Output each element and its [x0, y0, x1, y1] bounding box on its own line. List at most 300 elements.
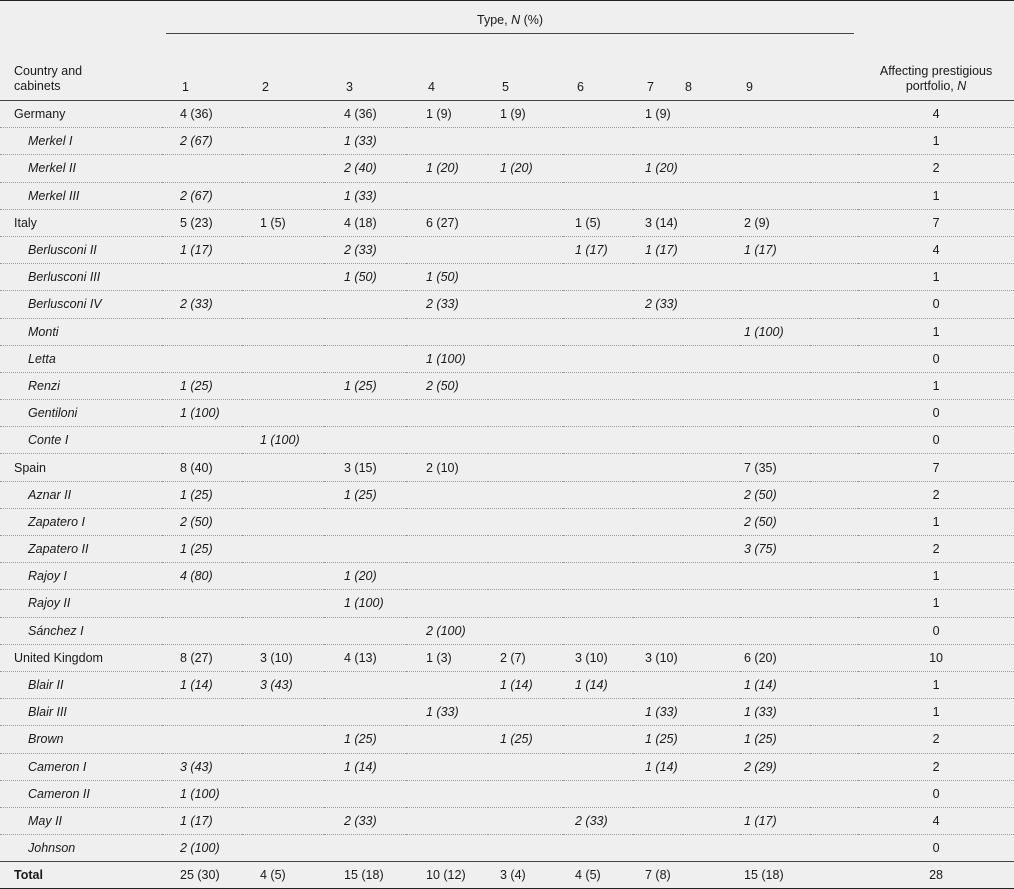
type-value-cell — [406, 780, 488, 807]
type-value-cell — [633, 372, 683, 399]
affecting-value-cell: 1 — [858, 590, 1014, 617]
row-label: United Kingdom — [0, 644, 162, 671]
affecting-value-cell: 2 — [858, 155, 1014, 182]
affecting-value-cell: 2 — [858, 481, 1014, 508]
type-value-cell: 8 (27) — [162, 644, 242, 671]
type-value-cell — [633, 563, 683, 590]
type-value-cell — [488, 318, 563, 345]
type-value-cell — [406, 807, 488, 834]
type-value-cell — [740, 182, 810, 209]
total-row — [0, 862, 1014, 889]
row-label: Total — [0, 862, 162, 889]
type-value-cell: 3 (10) — [563, 644, 633, 671]
type-value-cell — [162, 617, 242, 644]
type-value-cell — [162, 427, 242, 454]
type-value-cell: 1 (33) — [633, 699, 683, 726]
type-value-cell — [242, 400, 324, 427]
type-value-cell — [683, 128, 740, 155]
type-value-cell: 2 (33) — [324, 236, 406, 263]
type-number-header: 2 — [242, 34, 324, 101]
type-value-cell: 1 (20) — [406, 155, 488, 182]
cabinet-row — [0, 481, 1014, 508]
affecting-value-cell: 0 — [858, 345, 1014, 372]
type-value-cell — [488, 835, 563, 862]
type-value-cell — [683, 590, 740, 617]
type-value-cell — [563, 726, 633, 753]
row-label: Renzi — [0, 372, 162, 399]
type-value-cell: 8 (40) — [162, 454, 242, 481]
type-value-cell — [563, 780, 633, 807]
type-value-cell — [683, 699, 740, 726]
type-value-cell: 15 (18) — [324, 862, 406, 889]
cabinet-row — [0, 699, 1014, 726]
type-value-cell — [488, 617, 563, 644]
row-label: Cameron I — [0, 753, 162, 780]
type-value-cell — [683, 726, 740, 753]
type-value-cell: 1 (100) — [324, 590, 406, 617]
type-value-cell: 1 (100) — [162, 780, 242, 807]
type-number-header: 9 — [740, 34, 810, 101]
type-value-cell — [162, 318, 242, 345]
type-value-cell: 2 (50) — [162, 508, 242, 535]
row-label: Blair III — [0, 699, 162, 726]
type-value-cell — [488, 563, 563, 590]
cabinet-row — [0, 807, 1014, 834]
type-value-cell — [242, 481, 324, 508]
type-value-cell — [683, 400, 740, 427]
type-value-cell — [740, 101, 810, 128]
type-value-cell: 25 (30) — [162, 862, 242, 889]
type-number-header: 8 — [683, 34, 740, 101]
type-value-cell — [740, 155, 810, 182]
type-number-header: 6 — [563, 34, 633, 101]
type-value-cell — [683, 835, 740, 862]
type-value-cell — [563, 454, 633, 481]
affecting-value-cell: 1 — [858, 264, 1014, 291]
affecting-value-cell: 2 — [858, 753, 1014, 780]
type-value-cell — [563, 291, 633, 318]
type-value-cell — [406, 563, 488, 590]
type-value-cell — [740, 345, 810, 372]
type-value-cell — [162, 155, 242, 182]
cabinet-row — [0, 508, 1014, 535]
type-value-cell — [683, 563, 740, 590]
row-label: Merkel II — [0, 155, 162, 182]
type-value-cell — [633, 264, 683, 291]
type-value-cell — [683, 644, 740, 671]
type-value-cell: 1 (17) — [633, 236, 683, 263]
type-value-cell — [406, 590, 488, 617]
type-value-cell — [633, 671, 683, 698]
type-value-cell: 1 (20) — [324, 563, 406, 590]
affecting-value-cell: 0 — [858, 400, 1014, 427]
table-header — [0, 1, 1014, 101]
affecting-value-cell: 4 — [858, 101, 1014, 128]
cabinet-row — [0, 753, 1014, 780]
row-label: Brown — [0, 726, 162, 753]
type-value-cell: 1 (14) — [740, 671, 810, 698]
type-value-cell: 2 (33) — [324, 807, 406, 834]
type-value-cell — [563, 318, 633, 345]
cabinet-row — [0, 264, 1014, 291]
type-value-cell: 2 (9) — [740, 209, 810, 236]
type-value-cell: 1 (9) — [488, 101, 563, 128]
type-value-cell: 1 (25) — [324, 372, 406, 399]
type-value-cell — [488, 345, 563, 372]
type-value-cell — [488, 236, 563, 263]
affecting-value-cell: 1 — [858, 372, 1014, 399]
type-value-cell — [242, 345, 324, 372]
type-value-cell: 7 (8) — [633, 862, 683, 889]
row-label: Berlusconi IV — [0, 291, 162, 318]
type-value-cell — [683, 753, 740, 780]
row-label: Zapatero II — [0, 536, 162, 563]
type-value-cell — [242, 807, 324, 834]
type-value-cell: 1 (100) — [162, 400, 242, 427]
type-value-cell: 2 (29) — [740, 753, 810, 780]
type-value-cell: 1 (14) — [563, 671, 633, 698]
cabinet-row — [0, 400, 1014, 427]
type-value-cell — [563, 400, 633, 427]
type-value-cell — [242, 236, 324, 263]
type-value-cell: 1 (50) — [324, 264, 406, 291]
row-label: Rajoy I — [0, 563, 162, 590]
row-label: Rajoy II — [0, 590, 162, 617]
type-value-cell — [406, 400, 488, 427]
type-value-cell: 1 (50) — [406, 264, 488, 291]
type-value-cell — [683, 264, 740, 291]
type-value-cell: 3 (10) — [242, 644, 324, 671]
type-value-cell: 1 (25) — [162, 481, 242, 508]
type-value-cell — [324, 400, 406, 427]
type-value-cell — [633, 807, 683, 834]
type-value-cell: 1 (33) — [406, 699, 488, 726]
type-value-cell — [740, 590, 810, 617]
type-value-cell — [633, 345, 683, 372]
cabinet-row — [0, 835, 1014, 862]
type-value-cell — [406, 481, 488, 508]
type-value-cell — [563, 264, 633, 291]
type-value-cell: 10 (12) — [406, 862, 488, 889]
type-value-cell — [633, 508, 683, 535]
country-header: Country and cabinets — [0, 34, 162, 101]
type-value-cell — [683, 427, 740, 454]
affecting-value-cell: 1 — [858, 563, 1014, 590]
type-value-cell — [740, 372, 810, 399]
type-value-cell — [683, 372, 740, 399]
type-number-header: 1 — [162, 34, 242, 101]
type-value-cell — [633, 427, 683, 454]
type-value-cell — [563, 372, 633, 399]
cabinet-row — [0, 345, 1014, 372]
type-value-cell: 1 (25) — [162, 372, 242, 399]
type-value-cell — [563, 155, 633, 182]
type-value-cell — [242, 101, 324, 128]
type-value-cell — [740, 400, 810, 427]
cabinet-row — [0, 671, 1014, 698]
type-value-cell: 1 (9) — [633, 101, 683, 128]
cabinet-row — [0, 780, 1014, 807]
type-value-cell — [563, 753, 633, 780]
type-value-cell — [406, 835, 488, 862]
affecting-value-cell: 0 — [858, 835, 1014, 862]
row-label: May II — [0, 807, 162, 834]
type-value-cell: 1 (5) — [563, 209, 633, 236]
type-value-cell — [633, 481, 683, 508]
type-value-cell — [683, 454, 740, 481]
type-value-cell: 1 (17) — [740, 807, 810, 834]
type-value-cell: 1 (5) — [242, 209, 324, 236]
type-value-cell — [488, 807, 563, 834]
cabinet-row — [0, 291, 1014, 318]
type-value-cell — [242, 699, 324, 726]
type-value-cell — [633, 454, 683, 481]
cabinet-row — [0, 427, 1014, 454]
row-label: Gentiloni — [0, 400, 162, 427]
type-value-cell — [683, 862, 740, 889]
type-value-cell — [683, 780, 740, 807]
type-value-cell: 2 (67) — [162, 128, 242, 155]
type-value-cell — [488, 780, 563, 807]
type-value-cell: 15 (18) — [740, 862, 810, 889]
type-value-cell: 2 (50) — [406, 372, 488, 399]
row-label: Spain — [0, 454, 162, 481]
type-value-cell — [324, 291, 406, 318]
cabinet-row — [0, 236, 1014, 263]
type-value-cell: 3 (4) — [488, 862, 563, 889]
type-value-cell — [162, 264, 242, 291]
affecting-value-cell: 0 — [858, 617, 1014, 644]
type-value-cell: 1 (17) — [162, 807, 242, 834]
type-value-cell — [683, 155, 740, 182]
type-value-cell — [488, 481, 563, 508]
country-row — [0, 209, 1014, 236]
type-value-cell: 2 (40) — [324, 155, 406, 182]
type-value-cell — [740, 835, 810, 862]
row-label: Merkel III — [0, 182, 162, 209]
cabinet-row — [0, 182, 1014, 209]
type-value-cell — [324, 617, 406, 644]
type-value-cell — [683, 807, 740, 834]
type-value-cell — [242, 182, 324, 209]
type-value-cell — [406, 236, 488, 263]
type-value-cell — [563, 508, 633, 535]
type-value-cell — [740, 427, 810, 454]
type-number-header: 7 — [633, 34, 683, 101]
type-value-cell: 1 (9) — [406, 101, 488, 128]
affecting-value-cell: 0 — [858, 291, 1014, 318]
type-number-header: 4 — [406, 34, 488, 101]
type-value-cell — [488, 753, 563, 780]
type-value-cell — [563, 182, 633, 209]
type-value-cell — [324, 318, 406, 345]
type-value-cell — [488, 427, 563, 454]
type-value-cell — [563, 101, 633, 128]
type-value-cell — [242, 835, 324, 862]
type-value-cell — [740, 780, 810, 807]
affecting-value-cell: 1 — [858, 318, 1014, 345]
type-value-cell — [488, 536, 563, 563]
type-value-cell: 1 (17) — [563, 236, 633, 263]
type-value-cell — [633, 318, 683, 345]
type-value-cell: 1 (25) — [740, 726, 810, 753]
type-value-cell — [563, 536, 633, 563]
row-label: Aznar II — [0, 481, 162, 508]
cabinet-row — [0, 617, 1014, 644]
type-value-cell — [563, 617, 633, 644]
type-value-cell — [242, 454, 324, 481]
type-value-cell: 1 (17) — [740, 236, 810, 263]
type-value-cell — [633, 536, 683, 563]
type-value-cell: 1 (14) — [162, 671, 242, 698]
type-value-cell — [683, 182, 740, 209]
type-value-cell — [633, 617, 683, 644]
type-value-cell: 1 (17) — [162, 236, 242, 263]
type-value-cell — [242, 590, 324, 617]
type-value-cell — [563, 345, 633, 372]
cabinet-row — [0, 318, 1014, 345]
type-value-cell — [563, 481, 633, 508]
type-value-cell — [740, 264, 810, 291]
type-value-cell: 4 (36) — [324, 101, 406, 128]
row-label: Germany — [0, 101, 162, 128]
type-value-cell — [740, 291, 810, 318]
type-value-cell — [488, 128, 563, 155]
type-value-cell — [324, 345, 406, 372]
type-value-cell: 2 (100) — [406, 617, 488, 644]
type-number-header: 5 — [488, 34, 563, 101]
type-value-cell — [740, 563, 810, 590]
type-value-cell — [242, 753, 324, 780]
type-value-cell — [683, 671, 740, 698]
affecting-value-cell: 4 — [858, 236, 1014, 263]
affecting-value-cell: 10 — [858, 644, 1014, 671]
cabinet-row — [0, 155, 1014, 182]
row-label: Letta — [0, 345, 162, 372]
type-value-cell: 4 (5) — [242, 862, 324, 889]
type-value-cell: 4 (5) — [563, 862, 633, 889]
type-value-cell: 1 (20) — [488, 155, 563, 182]
type-value-cell — [406, 671, 488, 698]
type-value-cell — [740, 128, 810, 155]
type-value-cell — [740, 617, 810, 644]
type-value-cell: 1 (20) — [633, 155, 683, 182]
row-label: Monti — [0, 318, 162, 345]
row-label: Zapatero I — [0, 508, 162, 535]
type-value-cell — [488, 454, 563, 481]
type-value-cell — [242, 536, 324, 563]
type-value-cell — [242, 508, 324, 535]
type-value-cell — [683, 318, 740, 345]
type-value-cell — [406, 182, 488, 209]
cabinet-row — [0, 536, 1014, 563]
type-value-cell — [563, 427, 633, 454]
type-number-header: 3 — [324, 34, 406, 101]
type-value-cell — [683, 617, 740, 644]
type-value-cell — [633, 128, 683, 155]
cabinet-row — [0, 372, 1014, 399]
type-value-cell — [488, 264, 563, 291]
type-value-cell: 2 (33) — [633, 291, 683, 318]
type-value-cell — [242, 318, 324, 345]
type-value-cell — [242, 291, 324, 318]
affecting-value-cell: 1 — [858, 182, 1014, 209]
type-value-cell: 1 (100) — [242, 427, 324, 454]
type-value-cell: 2 (33) — [563, 807, 633, 834]
type-value-cell — [683, 508, 740, 535]
affecting-value-cell: 2 — [858, 726, 1014, 753]
cabinet-row — [0, 590, 1014, 617]
type-value-cell: 3 (15) — [324, 454, 406, 481]
row-label: Johnson — [0, 835, 162, 862]
type-value-cell — [563, 128, 633, 155]
type-value-cell — [406, 508, 488, 535]
type-value-cell: 2 (33) — [162, 291, 242, 318]
type-value-cell — [324, 835, 406, 862]
type-value-cell: 1 (3) — [406, 644, 488, 671]
type-header: Type, N (%) — [162, 1, 858, 35]
table-body — [0, 101, 1014, 889]
type-value-cell — [242, 563, 324, 590]
row-label: Sánchez I — [0, 617, 162, 644]
type-value-cell: 1 (33) — [324, 182, 406, 209]
affecting-value-cell: 28 — [858, 862, 1014, 889]
type-value-cell — [324, 780, 406, 807]
type-value-cell — [406, 427, 488, 454]
type-value-cell: 1 (100) — [406, 345, 488, 372]
row-label: Merkel I — [0, 128, 162, 155]
type-value-cell: 3 (10) — [633, 644, 683, 671]
type-value-cell — [633, 780, 683, 807]
type-value-cell — [683, 536, 740, 563]
type-value-cell — [162, 699, 242, 726]
type-value-cell — [406, 753, 488, 780]
row-label: Berlusconi III — [0, 264, 162, 291]
affecting-value-cell: 2 — [858, 536, 1014, 563]
type-value-cell: 2 (7) — [488, 644, 563, 671]
type-value-cell — [633, 400, 683, 427]
type-value-cell: 1 (25) — [324, 481, 406, 508]
type-value-cell — [633, 182, 683, 209]
type-value-cell — [683, 345, 740, 372]
type-value-cell: 2 (50) — [740, 481, 810, 508]
affecting-value-cell: 0 — [858, 780, 1014, 807]
type-value-cell: 1 (25) — [633, 726, 683, 753]
affecting-header: Affecting prestigious portfolio, N — [858, 34, 1014, 101]
type-value-cell — [162, 345, 242, 372]
type-value-cell — [242, 155, 324, 182]
type-value-cell — [406, 726, 488, 753]
type-value-cell: 2 (50) — [740, 508, 810, 535]
type-value-cell — [633, 590, 683, 617]
row-label: Berlusconi II — [0, 236, 162, 263]
type-value-cell — [683, 291, 740, 318]
type-value-cell: 7 (35) — [740, 454, 810, 481]
affecting-value-cell: 1 — [858, 671, 1014, 698]
country-row — [0, 454, 1014, 481]
type-value-cell — [324, 699, 406, 726]
type-value-cell — [683, 209, 740, 236]
type-value-cell — [488, 209, 563, 236]
type-value-cell — [242, 372, 324, 399]
type-value-cell — [242, 128, 324, 155]
type-value-cell — [488, 400, 563, 427]
type-value-cell — [488, 182, 563, 209]
type-value-cell — [406, 318, 488, 345]
type-value-cell — [406, 128, 488, 155]
affecting-value-cell: 7 — [858, 209, 1014, 236]
type-value-cell: 6 (27) — [406, 209, 488, 236]
